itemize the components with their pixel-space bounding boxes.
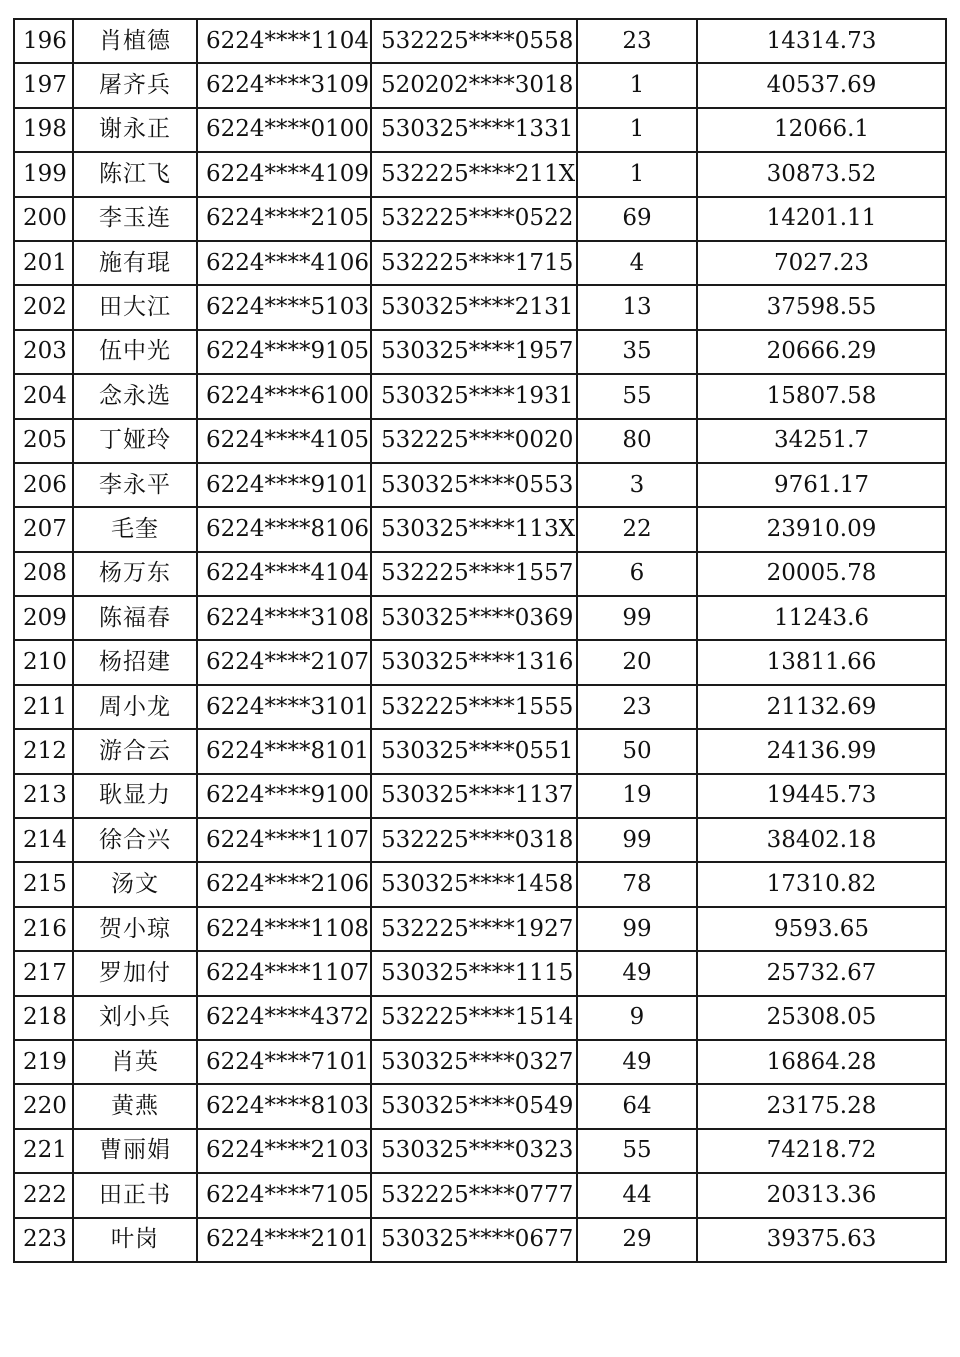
row-number-cell: 209 <box>14 596 73 640</box>
bank-card-cell: 6224****4109 <box>197 152 371 196</box>
count-cell: 9 <box>577 996 697 1040</box>
bank-card-cell: 6224****3109 <box>197 63 371 107</box>
name-cell: 耿显力 <box>73 774 197 818</box>
bank-card-cell: 6224****7105 <box>197 1173 371 1217</box>
count-cell: 49 <box>577 1040 697 1084</box>
id-number-cell: 530325****1137 <box>371 774 577 818</box>
name-cell: 肖植德 <box>73 19 197 63</box>
count-cell: 44 <box>577 1173 697 1217</box>
bank-card-cell: 6224****1107 <box>197 818 371 862</box>
bank-card-cell: 6224****8103 <box>197 1084 371 1128</box>
row-number-cell: 208 <box>14 552 73 596</box>
bank-card-cell: 6224****8106 <box>197 507 371 551</box>
id-number-cell: 532225****0522 <box>371 197 577 241</box>
bank-card-cell: 6224****1108 <box>197 907 371 951</box>
id-number-cell: 530325****0549 <box>371 1084 577 1128</box>
bank-card-cell: 6224****4105 <box>197 419 371 463</box>
count-cell: 80 <box>577 419 697 463</box>
row-number-cell: 204 <box>14 374 73 418</box>
amount-cell: 15807.58 <box>697 374 946 418</box>
row-number-cell: 218 <box>14 996 73 1040</box>
row-number-cell: 212 <box>14 729 73 773</box>
amount-cell: 11243.6 <box>697 596 946 640</box>
roster-table <box>13 18 947 1263</box>
table-row <box>14 241 946 285</box>
table-row <box>14 152 946 196</box>
id-number-cell: 532225****0020 <box>371 419 577 463</box>
row-number-cell: 219 <box>14 1040 73 1084</box>
count-cell: 64 <box>577 1084 697 1128</box>
count-cell: 3 <box>577 463 697 507</box>
amount-cell: 14314.73 <box>697 19 946 63</box>
bank-card-cell: 6224****9105 <box>197 330 371 374</box>
name-cell: 伍中光 <box>73 330 197 374</box>
amount-cell: 74218.72 <box>697 1129 946 1173</box>
table-row <box>14 862 946 906</box>
amount-cell: 13811.66 <box>697 640 946 684</box>
bank-card-cell: 6224****8101 <box>197 729 371 773</box>
id-number-cell: 532225****1927 <box>371 907 577 951</box>
count-cell: 4 <box>577 241 697 285</box>
amount-cell: 20666.29 <box>697 330 946 374</box>
bank-card-cell: 6224****2107 <box>197 640 371 684</box>
count-cell: 35 <box>577 330 697 374</box>
name-cell: 肖英 <box>73 1040 197 1084</box>
count-cell: 49 <box>577 951 697 995</box>
id-number-cell: 530325****0551 <box>371 729 577 773</box>
table-row <box>14 1218 946 1262</box>
amount-cell: 25308.05 <box>697 996 946 1040</box>
name-cell: 陈江飞 <box>73 152 197 196</box>
count-cell: 23 <box>577 19 697 63</box>
row-number-cell: 210 <box>14 640 73 684</box>
row-number-cell: 197 <box>14 63 73 107</box>
name-cell: 念永选 <box>73 374 197 418</box>
amount-cell: 25732.67 <box>697 951 946 995</box>
id-number-cell: 530325****1931 <box>371 374 577 418</box>
id-number-cell: 530325****0553 <box>371 463 577 507</box>
amount-cell: 20005.78 <box>697 552 946 596</box>
amount-cell: 38402.18 <box>697 818 946 862</box>
count-cell: 55 <box>577 1129 697 1173</box>
table-row <box>14 285 946 329</box>
table-row <box>14 463 946 507</box>
name-cell: 丁娅玲 <box>73 419 197 463</box>
row-number-cell: 216 <box>14 907 73 951</box>
count-cell: 6 <box>577 552 697 596</box>
table-row <box>14 1040 946 1084</box>
count-cell: 13 <box>577 285 697 329</box>
count-cell: 23 <box>577 685 697 729</box>
id-number-cell: 530325****1458 <box>371 862 577 906</box>
name-cell: 李玉连 <box>73 197 197 241</box>
row-number-cell: 211 <box>14 685 73 729</box>
bank-card-cell: 6224****1107 <box>197 951 371 995</box>
amount-cell: 21132.69 <box>697 685 946 729</box>
amount-cell: 34251.7 <box>697 419 946 463</box>
id-number-cell: 532225****211X <box>371 152 577 196</box>
table-row <box>14 729 946 773</box>
name-cell: 李永平 <box>73 463 197 507</box>
name-cell: 杨招建 <box>73 640 197 684</box>
count-cell: 19 <box>577 774 697 818</box>
name-cell: 施有琨 <box>73 241 197 285</box>
table-row <box>14 1084 946 1128</box>
table-row <box>14 640 946 684</box>
table-row <box>14 507 946 551</box>
table-row <box>14 685 946 729</box>
name-cell: 毛奎 <box>73 507 197 551</box>
row-number-cell: 203 <box>14 330 73 374</box>
table-row <box>14 330 946 374</box>
bank-card-cell: 6224****2105 <box>197 197 371 241</box>
amount-cell: 23910.09 <box>697 507 946 551</box>
name-cell: 谢永正 <box>73 108 197 152</box>
amount-cell: 7027.23 <box>697 241 946 285</box>
row-number-cell: 222 <box>14 1173 73 1217</box>
id-number-cell: 520202****3018 <box>371 63 577 107</box>
name-cell: 黄燕 <box>73 1084 197 1128</box>
name-cell: 屠齐兵 <box>73 63 197 107</box>
name-cell: 周小龙 <box>73 685 197 729</box>
row-number-cell: 199 <box>14 152 73 196</box>
amount-cell: 30873.52 <box>697 152 946 196</box>
row-number-cell: 221 <box>14 1129 73 1173</box>
bank-card-cell: 6224****5103 <box>197 285 371 329</box>
name-cell: 徐合兴 <box>73 818 197 862</box>
row-number-cell: 206 <box>14 463 73 507</box>
table-row <box>14 197 946 241</box>
row-number-cell: 201 <box>14 241 73 285</box>
row-number-cell: 198 <box>14 108 73 152</box>
table-row <box>14 552 946 596</box>
bank-card-cell: 6224****4106 <box>197 241 371 285</box>
name-cell: 田正书 <box>73 1173 197 1217</box>
id-number-cell: 530325****1115 <box>371 951 577 995</box>
row-number-cell: 213 <box>14 774 73 818</box>
table-row <box>14 996 946 1040</box>
id-number-cell: 530325****0677 <box>371 1218 577 1262</box>
id-number-cell: 532225****0777 <box>371 1173 577 1217</box>
name-cell: 贺小琼 <box>73 907 197 951</box>
bank-card-cell: 6224****2106 <box>197 862 371 906</box>
id-number-cell: 530325****0369 <box>371 596 577 640</box>
name-cell: 汤文 <box>73 862 197 906</box>
count-cell: 69 <box>577 197 697 241</box>
row-number-cell: 202 <box>14 285 73 329</box>
id-number-cell: 530325****113X <box>371 507 577 551</box>
row-number-cell: 200 <box>14 197 73 241</box>
id-number-cell: 530325****2131 <box>371 285 577 329</box>
bank-card-cell: 6224****1104 <box>197 19 371 63</box>
bank-card-cell: 6224****3108 <box>197 596 371 640</box>
id-number-cell: 530325****0323 <box>371 1129 577 1173</box>
table-row <box>14 1173 946 1217</box>
amount-cell: 20313.36 <box>697 1173 946 1217</box>
count-cell: 22 <box>577 507 697 551</box>
amount-cell: 9593.65 <box>697 907 946 951</box>
name-cell: 陈福春 <box>73 596 197 640</box>
id-number-cell: 530325****1331 <box>371 108 577 152</box>
amount-cell: 37598.55 <box>697 285 946 329</box>
bank-card-cell: 6224****6100 <box>197 374 371 418</box>
count-cell: 99 <box>577 818 697 862</box>
amount-cell: 19445.73 <box>697 774 946 818</box>
table-row <box>14 907 946 951</box>
id-number-cell: 530325****1957 <box>371 330 577 374</box>
row-number-cell: 207 <box>14 507 73 551</box>
count-cell: 78 <box>577 862 697 906</box>
id-number-cell: 532225****1555 <box>371 685 577 729</box>
row-number-cell: 217 <box>14 951 73 995</box>
table-row <box>14 1129 946 1173</box>
amount-cell: 9761.17 <box>697 463 946 507</box>
table-row <box>14 951 946 995</box>
id-number-cell: 530325****1316 <box>371 640 577 684</box>
bank-card-cell: 6224****9100 <box>197 774 371 818</box>
bank-card-cell: 6224****2103 <box>197 1129 371 1173</box>
row-number-cell: 214 <box>14 818 73 862</box>
name-cell: 刘小兵 <box>73 996 197 1040</box>
id-number-cell: 532225****1514 <box>371 996 577 1040</box>
count-cell: 1 <box>577 108 697 152</box>
bank-card-cell: 6224****9101 <box>197 463 371 507</box>
count-cell: 20 <box>577 640 697 684</box>
name-cell: 罗加付 <box>73 951 197 995</box>
row-number-cell: 205 <box>14 419 73 463</box>
name-cell: 曹丽娟 <box>73 1129 197 1173</box>
count-cell: 1 <box>577 63 697 107</box>
row-number-cell: 220 <box>14 1084 73 1128</box>
row-number-cell: 223 <box>14 1218 73 1262</box>
name-cell: 游合云 <box>73 729 197 773</box>
amount-cell: 40537.69 <box>697 63 946 107</box>
id-number-cell: 530325****0327 <box>371 1040 577 1084</box>
name-cell: 叶岗 <box>73 1218 197 1262</box>
bank-card-cell: 6224****0100 <box>197 108 371 152</box>
bank-card-cell: 6224****2101 <box>197 1218 371 1262</box>
table-row <box>14 374 946 418</box>
table-row <box>14 108 946 152</box>
bank-card-cell: 6224****3101 <box>197 685 371 729</box>
amount-cell: 14201.11 <box>697 197 946 241</box>
table-row <box>14 596 946 640</box>
row-number-cell: 215 <box>14 862 73 906</box>
amount-cell: 16864.28 <box>697 1040 946 1084</box>
count-cell: 50 <box>577 729 697 773</box>
bank-card-cell: 6224****7101 <box>197 1040 371 1084</box>
count-cell: 99 <box>577 907 697 951</box>
table-row <box>14 774 946 818</box>
count-cell: 1 <box>577 152 697 196</box>
table-row <box>14 19 946 63</box>
table-row <box>14 818 946 862</box>
id-number-cell: 532225****0558 <box>371 19 577 63</box>
count-cell: 29 <box>577 1218 697 1262</box>
amount-cell: 24136.99 <box>697 729 946 773</box>
id-number-cell: 532225****1715 <box>371 241 577 285</box>
amount-cell: 39375.63 <box>697 1218 946 1262</box>
amount-cell: 12066.1 <box>697 108 946 152</box>
amount-cell: 23175.28 <box>697 1084 946 1128</box>
bank-card-cell: 6224****4372 <box>197 996 371 1040</box>
count-cell: 99 <box>577 596 697 640</box>
count-cell: 55 <box>577 374 697 418</box>
roster-table-body <box>14 19 946 1262</box>
bank-card-cell: 6224****4104 <box>197 552 371 596</box>
amount-cell: 17310.82 <box>697 862 946 906</box>
id-number-cell: 532225****0318 <box>371 818 577 862</box>
name-cell: 杨万东 <box>73 552 197 596</box>
row-number-cell: 196 <box>14 19 73 63</box>
name-cell: 田大江 <box>73 285 197 329</box>
table-row <box>14 419 946 463</box>
table-row <box>14 63 946 107</box>
id-number-cell: 532225****1557 <box>371 552 577 596</box>
